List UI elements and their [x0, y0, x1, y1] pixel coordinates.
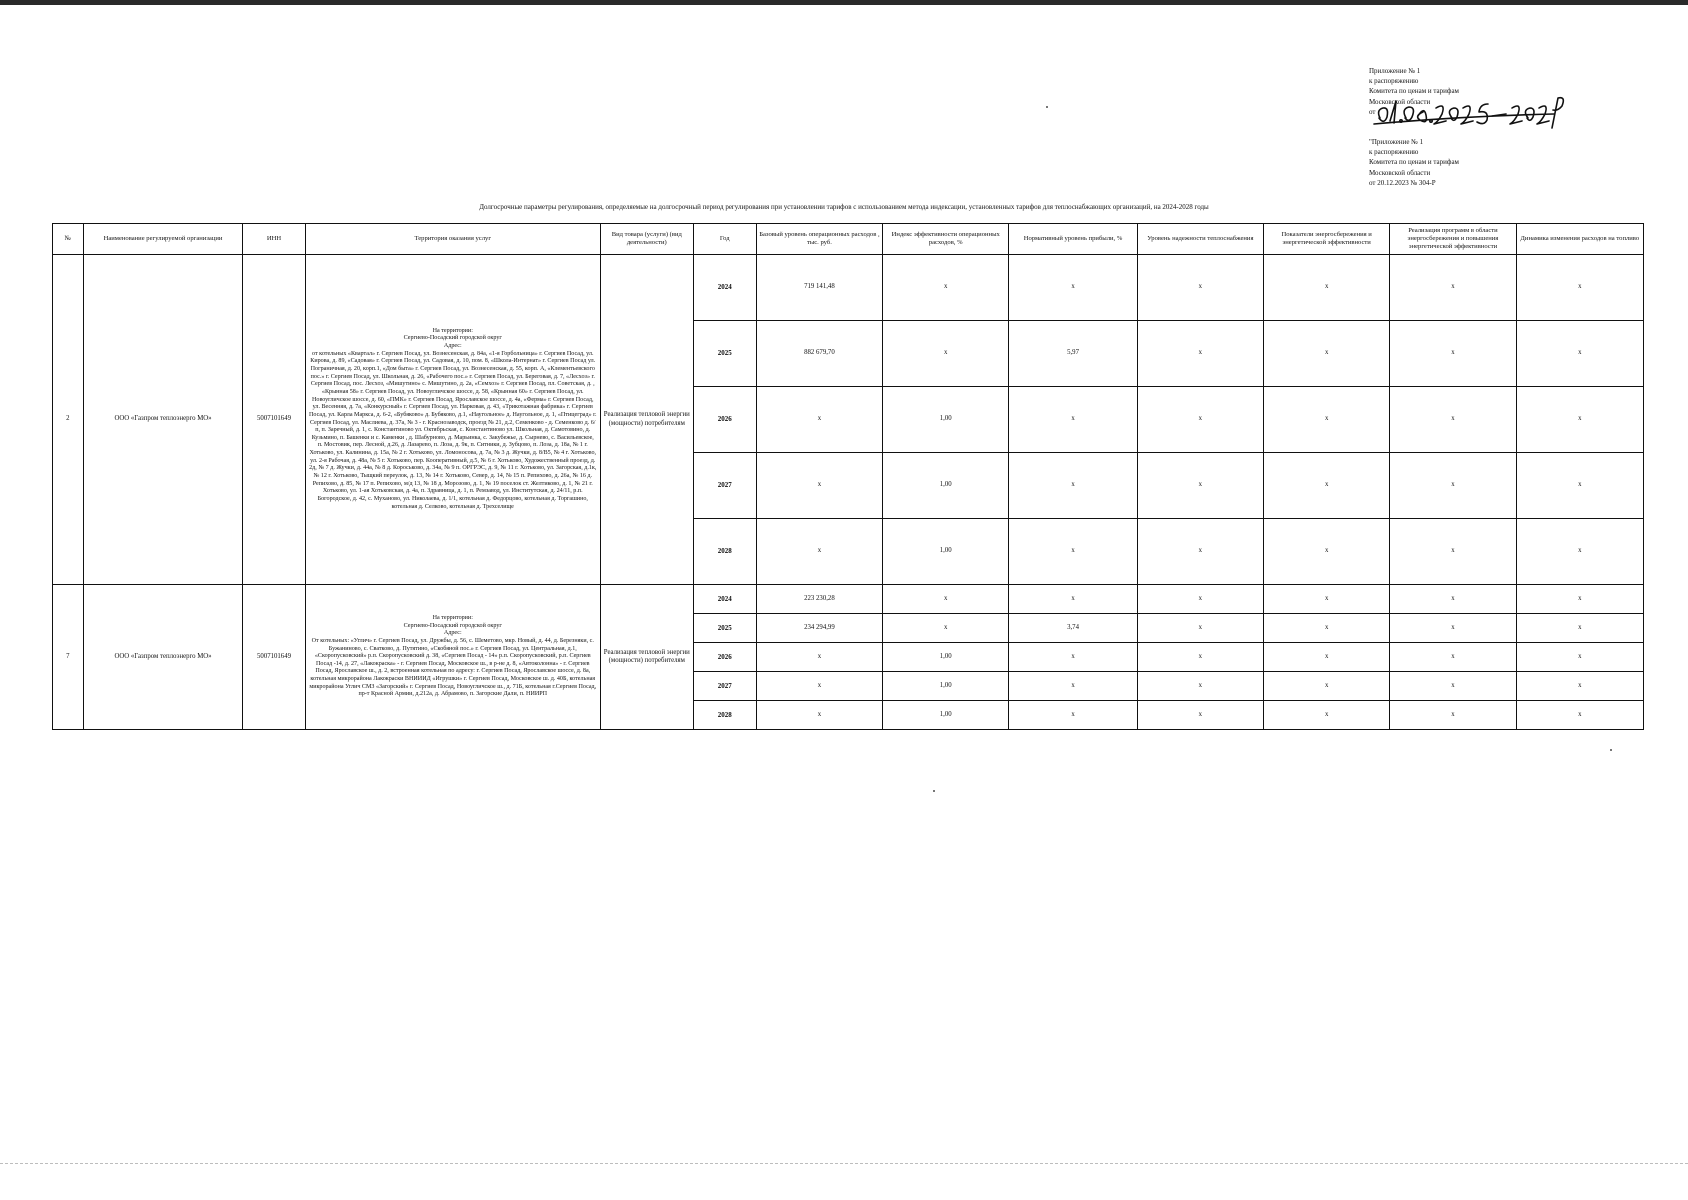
header-cell-territory: Территория оказания услуг — [305, 224, 600, 255]
year-cell: 2027 — [693, 453, 756, 519]
year-cell: 2027 — [693, 672, 756, 701]
header-cell-reliability: Уровень надежности теплоснабжения — [1137, 224, 1263, 255]
profit-level-cell: x — [1009, 453, 1137, 519]
efficiency-index-cell: 1,00 — [883, 519, 1009, 585]
row-number-cell: 7 — [53, 585, 84, 730]
reliability-cell: x — [1137, 453, 1263, 519]
energy-saving-cell: x — [1264, 255, 1390, 321]
efficiency-index-cell: 1,00 — [883, 387, 1009, 453]
scan-speck — [1046, 106, 1048, 108]
fuel-dynamics-cell: x — [1516, 321, 1643, 387]
scan-speck — [933, 790, 935, 792]
header-cell-efficiency-index: Индекс эффективности операционных расходов, % — [883, 224, 1009, 255]
regulation-parameters-table — [52, 223, 1644, 730]
base-opex-cell: 882 679,70 — [756, 321, 882, 387]
base-opex-cell: 223 230,28 — [756, 585, 882, 614]
header-cell-base-opex: Базовый уровень операционных расходов , тыс. руб. — [756, 224, 882, 255]
table-body — [53, 255, 1644, 730]
base-opex-cell: x — [756, 643, 882, 672]
year-cell: 2028 — [693, 519, 756, 585]
scan-edge-bottom — [0, 1163, 1688, 1164]
organization-cell: ООО «Газпром теплоэнерго МО» — [83, 255, 243, 585]
reliability-cell: x — [1137, 255, 1263, 321]
reliability-cell: x — [1137, 701, 1263, 730]
appendix-current-header: Приложение № 1 к распоряжению Комитета по ценам и тарифам Московской области от — [1369, 67, 1459, 116]
year-cell: 2028 — [693, 701, 756, 730]
efficiency-index-cell: x — [883, 614, 1009, 643]
year-cell: 2024 — [693, 255, 756, 321]
programs-cell: x — [1390, 585, 1516, 614]
profit-level-cell: x — [1009, 672, 1137, 701]
territory-cell: На территории: Сергиево-Посадский городской округ Адрес: От котельных: «Углич» г. Сергиев Посад, ул. Дружбы, д. 56, с. Шеметово, мкр. Новый, д. 44, д. Березняки, с. Бужаниново, с. Сватково, д. Путятино, «Скобяной пос.» г. Сергиев Посад, ул. Центральная, д.1, «Скоропусковский» р.п. Скоропусковский д. 38, «Сергиев Посад - 14» р.п. Скоропусковский, р.п. Сергиев Посад -14, д. 27, «Лакокраска» - г. Сергиев Посад, Московское ш., в р-не д. 8, «Автоколонна» - г. Сергиев Посад, Ярославское ш., д. 2, встроенная котельная по адресу: г. Сергиев Посад, Ярославское шоссе, д. 8а, котельная микрорайона Лакокраски ВНИИИД «Игрушки» г. Сергиев Посад, Московское ш. д. 40Б, котельная микрорайона Углич СМЗ «Загорский» г. Сергиев Посад, Новоугличское ш., д. 71Б, котельная г.Сергиев Посад, пр-т Красной Армии, д.212а, д. Абрамово, п. Загорские Дали, п. НИИРП — [305, 585, 600, 730]
scan-speck — [1610, 749, 1612, 751]
profit-level-cell: x — [1009, 701, 1137, 730]
territory-cell: На территории: Сергиево-Посадский городской округ Адрес: от котельных «Квартал» г. Сергиев Посад, ул. Вознесенская, д. 84а, «1-я Горбольница» г. Сергиев Посад, ул. Кирова, д. 89, «Садовая» г. Сергиев Посад, ул. Садовая, д. 10, пом. 8, «Школа-Интернат» г. Сергиев Посад ул. Пограничная, д. 20, корп.1, «Дом быта» г. Сергиев Посад, ул. Вознесенская, д. 55, корп. А, «Клементьевского пос.» г. Сергиев Посад, ул. Школьная, д. 26, «Рабочего пос.» г. Сергиев Посад, ул. Береговая, д. 7, «Лесхоз» г. Сергиев Посад, пос. Лесхоз, «Мишутино» с. Мишутино, д. 2а, «Семхоз» г. Сергиев Посад, пл. Советская, д. , «Крынная 58» г. Сергиев Посад, ул. Новоугличское шоссе, д. 58, «Крынная 60» г. Сергиев Посад, ул. Новоугличское шоссе, д. 60, «ПМК» г. Сергиев Посад, Ярославское шоссе, д. 4а, «Ферма» г. Сергиев Посад, ул. Весенняя, д. 7а, «Конкурсный» г. Сергиев Посад, ул. Нарковая, д. 43, «Трикотажная фабрика» г. Сергиев Посад, ул. Карла Маркса, д. 6-2, «Бубяково» д. Бубяково, д.1, «Наугольное» д. Наугольное, д. 1, «Птицеград» г. Сергиев Посад, ул. Маслиева, д. 37а, № 3 - г. Краснозаводск, проезд № 21, д.2, Семенково - д. Семенково д. 6/п, п. Заречный, д. 1, с. Константиново ул. Октябрьская, с. Константиново ул. Школьная, д. Самотовино, д. Кузьмино, п. Башенки и с. Каменки , д. Шабурново, д. Марьинка, с. Закубежье, д. Сырнево, с. Васильевское, п. Мостовик, пер. Лесной, д.26, д. Лазарево, п. Лоза, д. 9к, п. Ситники, д. Зубцово, п. Лоза, д. 18а, № 1 г. Хотьково, ул. Калинина, д. 15а, № 2 г. Хотьково, ул. Ломоносова, д. 7а, № 3 д. Жучки, д. 8/В5, № 4 г. Хотьково, ул. 2-я Рабочая, д. 48а, № 5 г. Хотьково, пер. Кооперативный, д.5, № 6 г. Хотьково, Художественный проезд, д. 2д, № 7 д. Жучки, д. 44а, № 8 д. Короськово, д. 34а, № 9 п. ОРГРЭС, д. 9, № 11 г. Хотьково, ул. Загорская, д.1к, № 12 г. Хотьково, Тыщкий переулок, д. 13, № 14 г. Хотьково, Север, д. 14, № 15 п. Репихово, д. 26а, № 16 д. Репихово, д. 85, № 17 п. Репихово, м/д 13, № 18 д. Морозово, д. 1, № 19 поселок ст. Желтиково, д. 1, № 21 г. Хотьково, ул. 1-ая Хотьковская, д. 4а, п. Здравница, д. 1, п. Ремзавод, ул. Институтская, д. 24/11, р.п. Богородское, д. 42, с. Муханово, ул. Николаева, д. 1/1, котельная д. Федорцово, котельная д. Торгашино, котельная д. Селково, котельная д. Трехселище — [305, 255, 600, 585]
energy-saving-cell: x — [1264, 387, 1390, 453]
header-cell-inn: ИНН — [243, 224, 305, 255]
inn-cell: 5007101649 — [243, 255, 305, 585]
reliability-cell: x — [1137, 672, 1263, 701]
appendix-previous-header: "Приложение № 1 к распоряжению Комитета по ценам и тарифам Московской области от 20.12.2023 № 304-Р — [1369, 138, 1459, 187]
programs-cell: x — [1390, 321, 1516, 387]
base-opex-cell: x — [756, 672, 882, 701]
base-opex-cell: x — [756, 519, 882, 585]
base-opex-cell: 234 294,99 — [756, 614, 882, 643]
reliability-cell: x — [1137, 519, 1263, 585]
profit-level-cell: x — [1009, 519, 1137, 585]
energy-saving-cell: x — [1264, 321, 1390, 387]
energy-saving-cell: x — [1264, 672, 1390, 701]
base-opex-cell: x — [756, 701, 882, 730]
year-cell: 2025 — [693, 614, 756, 643]
efficiency-index-cell: 1,00 — [883, 672, 1009, 701]
energy-saving-cell: x — [1264, 701, 1390, 730]
efficiency-index-cell: x — [883, 255, 1009, 321]
header-cell-programs: Реализация программ в области энергосбережения и повышения энергетической эффективности — [1390, 224, 1516, 255]
header-cell-number: № — [53, 224, 84, 255]
handwritten-signature — [1366, 88, 1566, 138]
profit-level-cell: x — [1009, 387, 1137, 453]
programs-cell: x — [1390, 643, 1516, 672]
base-opex-cell: x — [756, 453, 882, 519]
scan-edge-top — [0, 0, 1688, 5]
document-title: Долгосрочные параметры регулирования, определяемые на долгосрочный период регулирования при установлении тарифов с использованием метода индексации, установленных тарифов для теплоснабжающих организаций, на 2024-2028 годы — [479, 203, 1209, 211]
profit-level-cell: x — [1009, 585, 1137, 614]
energy-saving-cell: x — [1264, 643, 1390, 672]
energy-saving-cell: x — [1264, 614, 1390, 643]
base-opex-cell: 719 141,48 — [756, 255, 882, 321]
table-row — [53, 585, 1644, 614]
programs-cell: x — [1390, 672, 1516, 701]
programs-cell: x — [1390, 387, 1516, 453]
table-header-row — [53, 224, 1644, 255]
fuel-dynamics-cell: x — [1516, 585, 1643, 614]
efficiency-index-cell: 1,00 — [883, 453, 1009, 519]
row-number-cell: 2 — [53, 255, 84, 585]
organization-cell: ООО «Газпром теплоэнерго МО» — [83, 585, 243, 730]
efficiency-index-cell: 1,00 — [883, 643, 1009, 672]
reliability-cell: x — [1137, 321, 1263, 387]
fuel-dynamics-cell: x — [1516, 643, 1643, 672]
programs-cell: x — [1390, 614, 1516, 643]
energy-saving-cell: x — [1264, 585, 1390, 614]
reliability-cell: x — [1137, 585, 1263, 614]
efficiency-index-cell: x — [883, 321, 1009, 387]
energy-saving-cell: x — [1264, 453, 1390, 519]
fuel-dynamics-cell: x — [1516, 453, 1643, 519]
fuel-dynamics-cell: x — [1516, 387, 1643, 453]
fuel-dynamics-cell: x — [1516, 701, 1643, 730]
fuel-dynamics-cell: x — [1516, 614, 1643, 643]
fuel-dynamics-cell: x — [1516, 519, 1643, 585]
profit-level-cell: 3,74 — [1009, 614, 1137, 643]
header-cell-activity: Вид товара (услуги) (вид деятельности) — [600, 224, 693, 255]
reliability-cell: x — [1137, 643, 1263, 672]
reliability-cell: x — [1137, 614, 1263, 643]
fuel-dynamics-cell: x — [1516, 255, 1643, 321]
energy-saving-cell: x — [1264, 519, 1390, 585]
year-cell: 2025 — [693, 321, 756, 387]
handwritten-signature-drawing — [1366, 88, 1566, 138]
table-row — [53, 255, 1644, 321]
efficiency-index-cell: x — [883, 585, 1009, 614]
header-cell-organization: Наименование регулируемой организации — [83, 224, 243, 255]
year-cell: 2026 — [693, 387, 756, 453]
header-cell-profit-level: Нормативный уровень прибыли, % — [1009, 224, 1137, 255]
activity-cell: Реализация тепловой энергии (мощности) потребителям — [600, 585, 693, 730]
profit-level-cell: x — [1009, 255, 1137, 321]
year-cell: 2024 — [693, 585, 756, 614]
programs-cell: x — [1390, 453, 1516, 519]
header-cell-fuel-dynamics: Динамика изменения расходов на топливо — [1516, 224, 1643, 255]
year-cell: 2026 — [693, 643, 756, 672]
programs-cell: x — [1390, 255, 1516, 321]
programs-cell: x — [1390, 701, 1516, 730]
reliability-cell: x — [1137, 387, 1263, 453]
header-cell-year: Год — [693, 224, 756, 255]
efficiency-index-cell: 1,00 — [883, 701, 1009, 730]
activity-cell: Реализация тепловой энергии (мощности) потребителям — [600, 255, 693, 585]
profit-level-cell: 5,97 — [1009, 321, 1137, 387]
inn-cell: 5007101649 — [243, 585, 305, 730]
header-cell-energy-saving: Показатели энергосбережения и энергетической эффективности — [1264, 224, 1390, 255]
profit-level-cell: x — [1009, 643, 1137, 672]
base-opex-cell: x — [756, 387, 882, 453]
fuel-dynamics-cell: x — [1516, 672, 1643, 701]
programs-cell: x — [1390, 519, 1516, 585]
